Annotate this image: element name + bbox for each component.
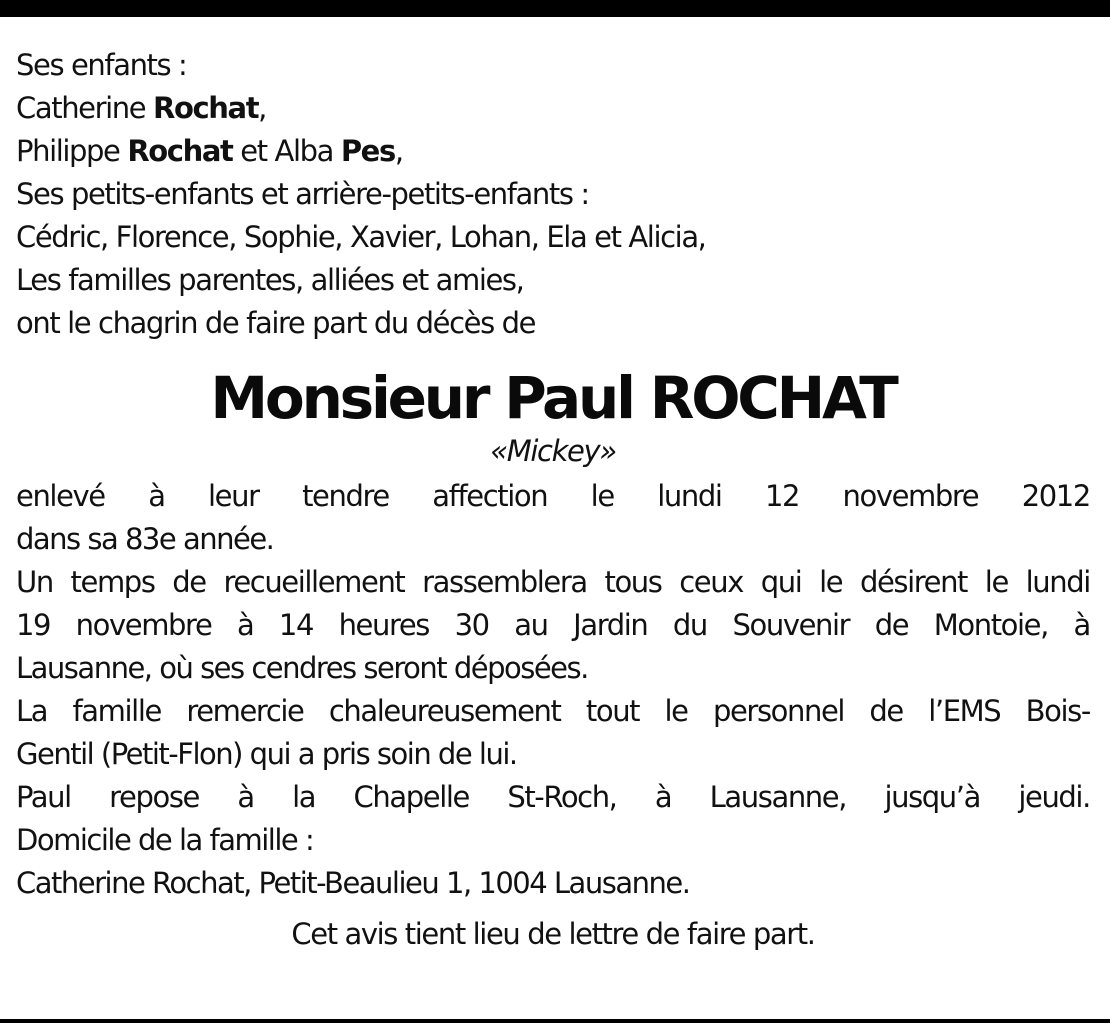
domicile-label: Domicile de la famille : — [16, 823, 314, 857]
child-2 — [16, 130, 1090, 173]
word: enlevé — [16, 479, 105, 513]
child-2-partner-last-name: Pes — [340, 134, 395, 168]
repose-line — [16, 776, 1090, 819]
child-2-connector: et Alba — [240, 134, 333, 168]
word: Paul — [16, 780, 71, 814]
grandchildren-names: Cédric, Florence, Sophie, Xavier, Lohan, Ela et Alicia, — [16, 220, 706, 254]
word: Un — [16, 565, 53, 599]
word: Chapelle — [353, 780, 469, 814]
word: heures — [338, 608, 430, 642]
word: tout — [585, 694, 640, 728]
thanks-line-1 — [16, 690, 1090, 733]
word: le — [819, 565, 843, 599]
gathering-line-2 — [16, 604, 1090, 647]
domicile-address: Catherine Rochat, Petit-Beaulieu 1, 1004 Lausanne. — [16, 866, 690, 900]
word: Lausanne, — [709, 780, 847, 814]
child-2-punctuation: , — [394, 134, 403, 168]
word: tous — [604, 565, 662, 599]
word: personnel — [712, 694, 845, 728]
word: chaleureusement — [328, 694, 561, 728]
word: à — [237, 780, 254, 814]
word: novembre — [75, 608, 212, 642]
word: famille — [72, 694, 161, 728]
word: de — [874, 608, 909, 642]
deceased-block — [16, 363, 1090, 471]
child-2-last-name: Rochat — [127, 134, 233, 168]
word: temps — [70, 565, 155, 599]
word: à — [654, 780, 672, 814]
deceased-name: Monsieur Paul ROCHAT — [210, 364, 896, 432]
bottom-border-rule — [0, 1019, 1110, 1023]
word: Souvenir — [732, 608, 850, 642]
word: leur — [208, 479, 259, 513]
word: Bois- — [1025, 694, 1090, 728]
family-header — [16, 44, 1090, 345]
children-intro: Ses enfants : — [16, 48, 187, 82]
word: jeudi. — [1018, 780, 1090, 814]
word: le — [664, 694, 688, 728]
word: ceux — [679, 565, 743, 599]
child-1-last-name: Rochat — [153, 91, 259, 125]
word: au — [514, 608, 548, 642]
thanks-line-2: Gentil (Petit-Flon) qui a pris soin de lui. — [16, 737, 517, 771]
notice-body — [16, 475, 1090, 905]
word: 12 — [764, 479, 800, 513]
death-date-line — [16, 475, 1090, 518]
word: La — [16, 694, 48, 728]
word: la — [292, 780, 316, 814]
word: 30 — [454, 608, 489, 642]
word: affection — [432, 479, 548, 513]
word: à — [1073, 608, 1090, 642]
word: 14 — [278, 608, 313, 642]
word: 2012 — [1021, 479, 1090, 513]
grandchildren-intro: Ses petits-enfants et arrière-petits-enfants : — [16, 177, 589, 211]
word: le — [590, 479, 614, 513]
child-1 — [16, 87, 1090, 130]
word: jusqu’à — [884, 780, 980, 814]
word: lundi — [657, 479, 722, 513]
word: Montoie, — [933, 608, 1048, 642]
word: rassemblera — [422, 565, 587, 599]
child-1-punctuation: , — [258, 91, 266, 125]
closing-line: Cet avis tient lieu de lettre de faire part. — [291, 917, 815, 951]
word: à — [236, 608, 254, 642]
word: de — [172, 565, 206, 599]
age-line: dans sa 83e année. — [16, 522, 274, 556]
families-line: Les familles parentes, alliées et amies, — [16, 263, 524, 297]
child-2-first-name: Philippe — [16, 134, 120, 168]
word: lundi — [1025, 565, 1090, 599]
word: repose — [109, 780, 200, 814]
word: recueillement — [223, 565, 405, 599]
deceased-nickname: «Mickey» — [490, 434, 616, 468]
word: à — [148, 479, 165, 513]
word: tendre — [302, 479, 389, 513]
word: le — [984, 565, 1008, 599]
word: l’EMS — [928, 694, 1001, 728]
gathering-line-3: Lausanne, où ses cendres seront déposées. — [16, 651, 588, 685]
word: qui — [760, 565, 802, 599]
word: désirent — [859, 565, 968, 599]
word: Jardin — [573, 608, 648, 642]
word: de — [869, 694, 903, 728]
word: du — [672, 608, 707, 642]
obituary-notice — [16, 44, 1090, 956]
word: 19 — [16, 608, 51, 642]
word: remercie — [186, 694, 304, 728]
word: novembre — [842, 479, 979, 513]
word: St-Roch, — [507, 780, 617, 814]
gathering-line-1 — [16, 561, 1090, 604]
top-border-rule — [0, 0, 1110, 17]
child-1-first-name: Catherine — [16, 91, 146, 125]
announcement-line: ont le chagrin de faire part du décès de — [16, 306, 536, 340]
